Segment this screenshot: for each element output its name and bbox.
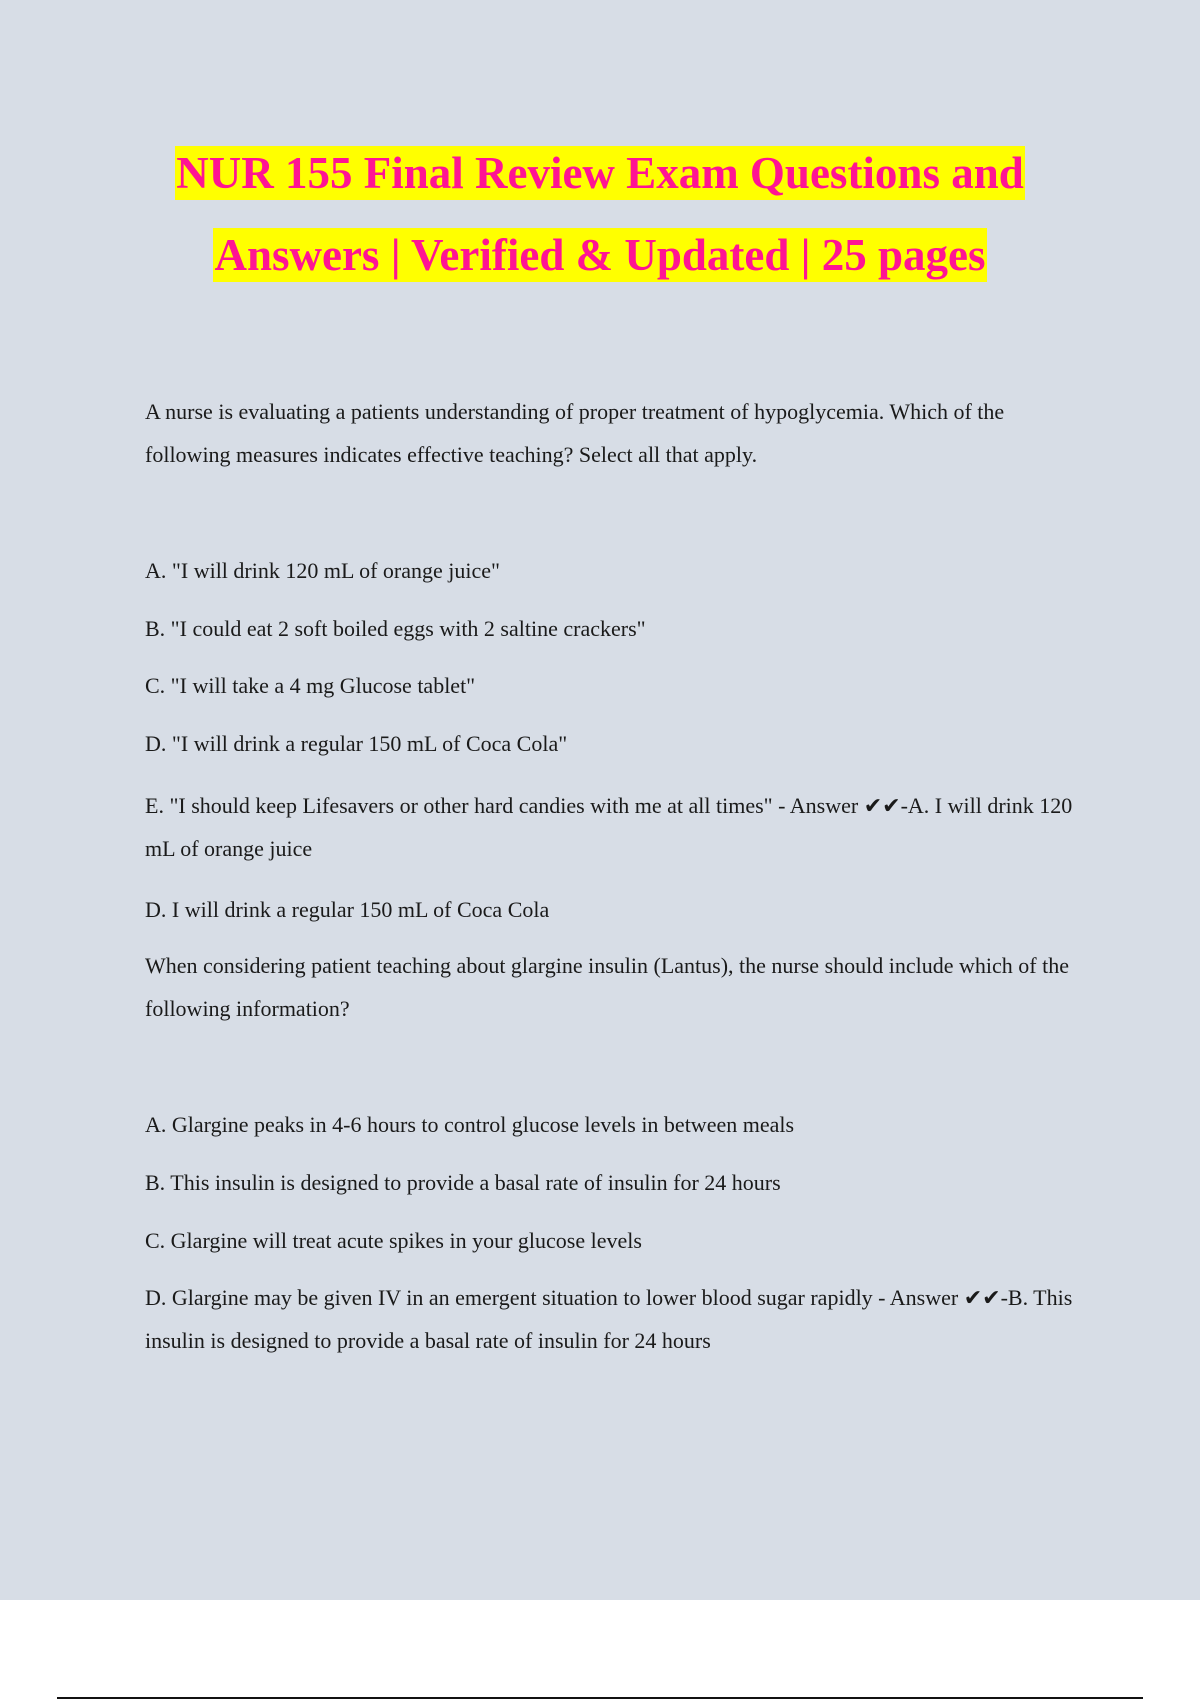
- document-title: [0, 146, 1200, 282]
- question-1-answer-extra: D. I will drink a regular 150 mL of Coca Cola: [145, 897, 550, 922]
- title-line-2: Answers | Verified & Updated | 25 pages: [214, 230, 986, 280]
- page-divider: [57, 1697, 1143, 1699]
- question-1-option-a: A. "I will drink 120 mL of orange juice": [145, 558, 501, 583]
- question-2-option-b: B. This insulin is designed to provide a basal rate of insulin for 24 hours: [145, 1170, 781, 1195]
- title-line-1: NUR 155 Final Review Exam Questions and: [176, 148, 1024, 198]
- question-2-stem: When considering patient teaching about glargine insulin (Lantus), the nurse should include which of the following information?: [145, 953, 1069, 1021]
- question-1-option-d: D. "I will drink a regular 150 mL of Coca Cola": [145, 731, 568, 756]
- question-2-option-c: C. Glargine will treat acute spikes in your glucose levels: [145, 1228, 642, 1253]
- question-2-option-a: A. Glargine peaks in 4-6 hours to control glucose levels in between meals: [145, 1112, 795, 1137]
- question-1-option-e-answer: E. "I should keep Lifesavers or other hard candies with me at all times" - Answer ✔✔-A. I will drink 120 mL of orange juice: [145, 793, 1073, 861]
- question-1-option-c: C. "I will take a 4 mg Glucose tablet": [145, 673, 476, 698]
- question-1-option-b: B. "I could eat 2 soft boiled eggs with 2 saltine crackers": [145, 616, 646, 641]
- question-2-option-d-answer: D. Glargine may be given IV in an emergent situation to lower blood sugar rapidly - Answer ✔✔-B. This insulin is designed to provide a basal rate of insulin for 24 hours: [145, 1285, 1073, 1353]
- question-1-stem: A nurse is evaluating a patients understanding of proper treatment of hypoglycemia. Which of the following measures indicates effective teaching? Select all that apply.: [145, 399, 1005, 467]
